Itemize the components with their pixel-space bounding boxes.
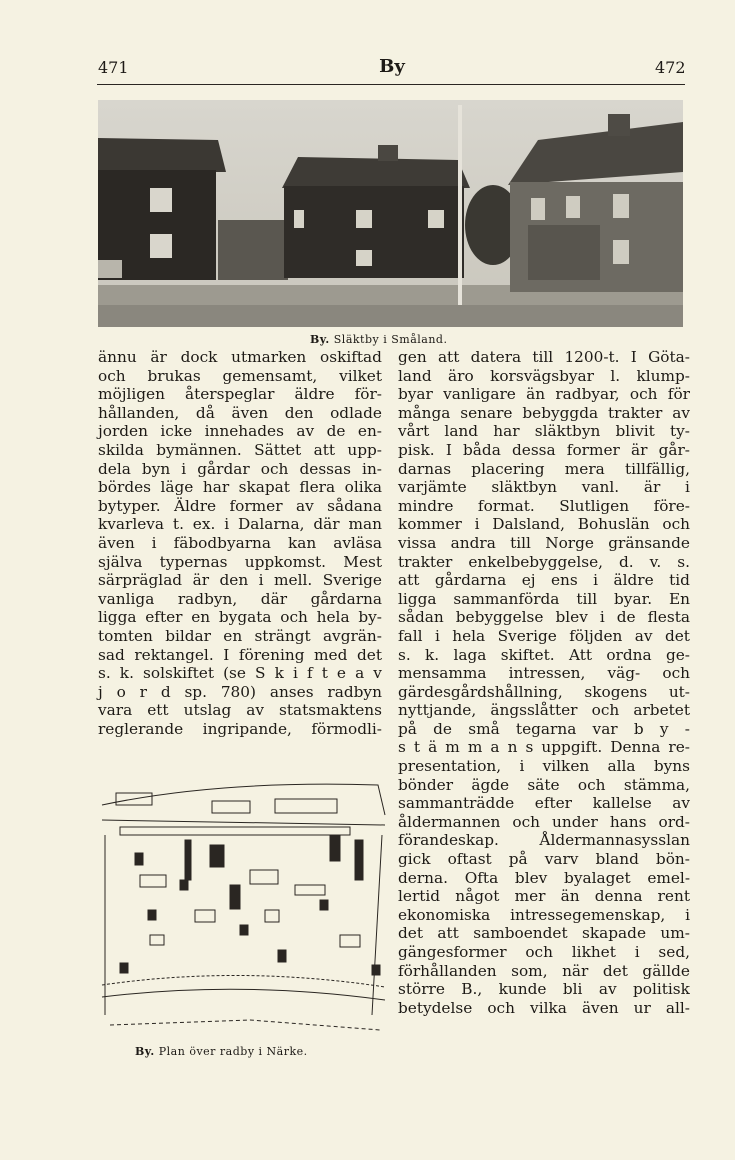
text-line: vanliga radbyn, där gårdarna: [98, 589, 382, 608]
text-line: att gårdarna ej ens i äldre tid: [398, 571, 690, 590]
text-line: jorden icke innehades av de en-: [98, 422, 382, 441]
text-line: särpräglad är den i mell. Sverige: [98, 571, 382, 590]
text-line: derna. Ofta blev byalaget emel-: [398, 868, 690, 887]
text-line: dela byn i gårdar och dessas in-: [98, 459, 382, 478]
text-line: åldermannen och under hans ord-: [398, 812, 690, 831]
text-line: nyttjande, ängsslåtter och arbetet: [398, 701, 690, 720]
text-line: mensamma intressen, väg- och: [398, 664, 690, 683]
text-line: skilda bymännen. Sättet att upp-: [98, 440, 382, 459]
page-number-right: 472: [655, 58, 686, 77]
map-caption: [135, 1045, 308, 1058]
text-line: fall i hela Sverige följden av det: [398, 626, 690, 645]
text-line: själva typernas uppkomst. Mest: [98, 552, 382, 571]
header-rule: [97, 84, 685, 85]
text-line: darnas placering mera tillfällig,: [398, 459, 690, 478]
photo-caption-text: Släktby i Småland.: [333, 333, 448, 346]
page-header-title: By: [379, 56, 405, 77]
text-line: vissa andra till Norge gränsande: [398, 533, 690, 552]
text-line: kommer i Dalsland, Bohuslän och: [398, 515, 690, 534]
text-line: möjligen återspeglar äldre för-: [98, 385, 382, 404]
text-line: bytyper. Äldre former av sådana: [98, 496, 382, 515]
text-line: ligga sammanförda till byar. En: [398, 589, 690, 608]
text-line: gick oftast på varv bland bön-: [398, 850, 690, 869]
text-line: kvarleva t. ex. i Dalarna, där man: [98, 515, 382, 534]
text-line: bönder ägde säte och stämma,: [398, 775, 690, 794]
photo-caption: [310, 333, 447, 346]
text-line: ligga efter en bygata och hela by-: [98, 608, 382, 627]
text-line: lertid något mer än denna rent: [398, 887, 690, 906]
text-line: det att samboendet skapade um-: [398, 924, 690, 943]
text-line: presentation, i vilken alla byns: [398, 757, 690, 776]
text-line: s. k. laga skiftet. Att ordna ge-: [398, 645, 690, 664]
text-line: tomten bildar en strängt avgrän-: [98, 626, 382, 645]
text-line: betydelse och vilka även ur all-: [398, 998, 690, 1017]
text-line: sammanträdde efter kallelse av: [398, 794, 690, 813]
village-plan-map: [100, 775, 388, 1037]
text-line: även i fäbodbyarna kan avläsa: [98, 533, 382, 552]
map-caption-text: Plan över radby i Närke.: [158, 1045, 308, 1058]
text-line: ekonomiska intressegemenskap, i: [398, 905, 690, 924]
text-line: bördes läge har skapat flera olika: [98, 478, 382, 497]
text-line: många senare bebyggda trakter av: [398, 403, 690, 422]
page-number-left: 471: [98, 58, 129, 77]
text-line: förandeskap. Åldermannasysslan: [398, 831, 690, 850]
text-line: sådan bebyggelse blev i de flesta: [398, 608, 690, 627]
left-text-column: [98, 348, 382, 738]
text-line: ännu är dock utmarken oskiftad: [98, 348, 382, 366]
text-line: vårt land har släktbyn blivit ty-: [398, 422, 690, 441]
text-line: j o r d sp. 780) anses radbyn: [98, 682, 382, 701]
right-text-column: [398, 348, 690, 1017]
text-line: s. k. solskiftet (se S k i f t e a v: [98, 664, 382, 683]
text-line: hållanden, då även den odlade: [98, 403, 382, 422]
text-line: reglerande ingripande, förmodli-: [98, 719, 382, 738]
text-line: varjämte släktbyn vanl. är i: [398, 478, 690, 497]
text-line: vara ett utslag av statsmaktens: [98, 701, 382, 720]
village-photo: [98, 100, 683, 327]
text-line: förhållanden som, när det gällde: [398, 961, 690, 980]
text-line: gärdesgårdshållning, skogens ut-: [398, 682, 690, 701]
text-line: på de små tegarna var b y -: [398, 719, 690, 738]
text-line: s t ä m m a n s uppgift. Denna re-: [398, 738, 690, 757]
text-line: mindre format. Slutligen före-: [398, 496, 690, 515]
text-line: gängesformer och likhet i sed,: [398, 943, 690, 961]
text-line: trakter enkelbebyggelse, d. v. s.: [398, 552, 690, 571]
text-line: gen att datera till 1200-t. I Göta-: [398, 348, 690, 366]
text-line: byar vanligare än radbyar, och för: [398, 385, 690, 404]
map-caption-label: By.: [135, 1045, 155, 1058]
text-line: sad rektangel. I förening med det: [98, 645, 382, 664]
text-line: och brukas gemensamt, vilket: [98, 366, 382, 385]
text-line: större B., kunde bli av politisk: [398, 980, 690, 999]
text-line: land äro korsvägsbyar l. klump-: [398, 366, 690, 385]
text-line: pisk. I båda dessa former är går-: [398, 440, 690, 459]
photo-caption-label: By.: [310, 333, 330, 346]
